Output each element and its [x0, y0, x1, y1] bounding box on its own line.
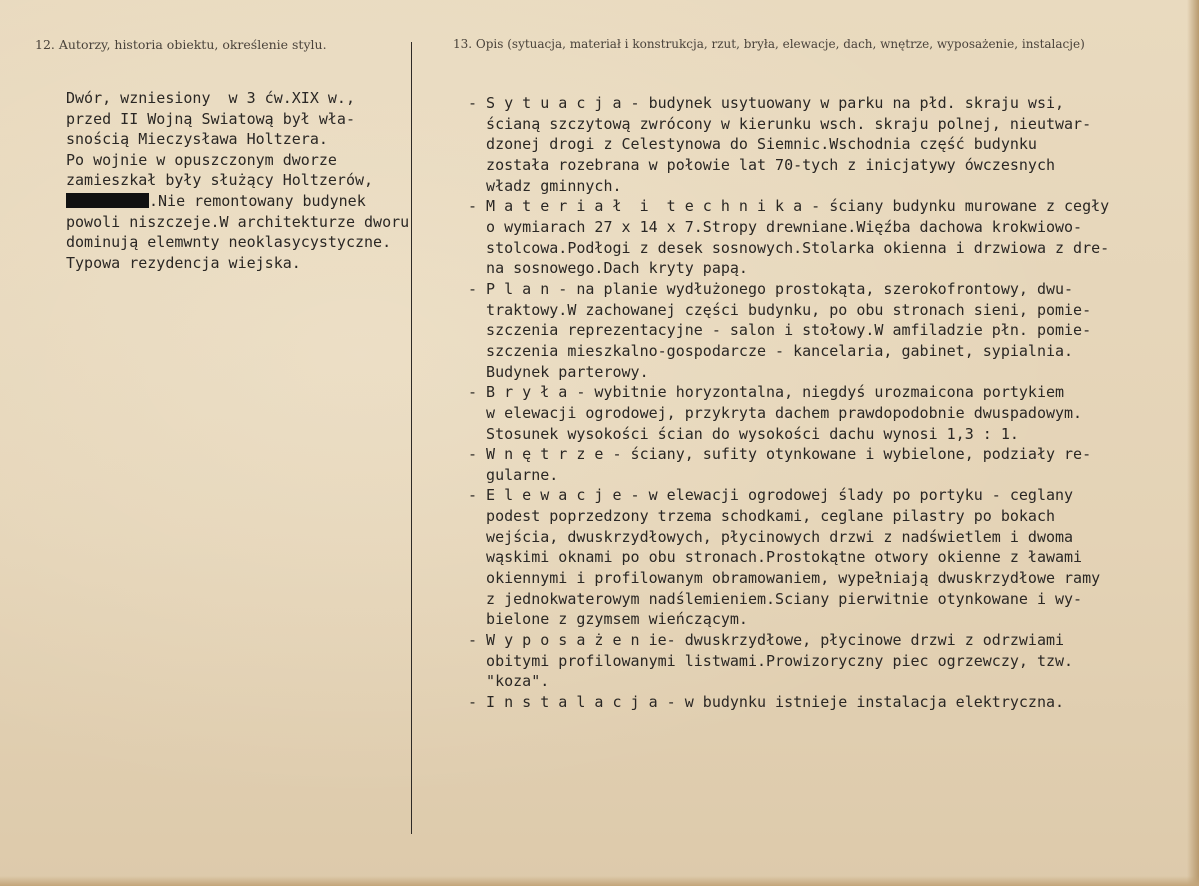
text-line: została rozebrana w połowie lat 70-tych z inicjatywy ówczesnych	[468, 155, 1055, 174]
history-text	[66, 88, 409, 273]
text-line: z jednokwaterowym nadślemieniem.Sciany pierwitnie otynkowane i wy-	[468, 589, 1083, 608]
text-line: wąskimi oknami po obu stronach.Prostokątne otwory okienne z ławami	[468, 548, 1083, 567]
text-line: Typowa rezydencja wiejska.	[66, 253, 301, 272]
text-line: - W y p o s a ż e n ie- dwuskrzydłowe, płycinowe drzwi z odrzwiami	[468, 631, 1065, 650]
text-line: szczenia mieszkalno-gospodarcze - kancelaria, gabinet, sypialnia.	[468, 341, 1074, 360]
text-line: przed II Wojną Swiatową był wła-	[66, 109, 355, 128]
text-line: Po wojnie w opuszczonym dworze	[66, 150, 337, 169]
text-line: obitymi profilowanymi listwami.Prowizoryczny piec ogrzewczy, tzw.	[468, 651, 1074, 670]
text-line	[66, 191, 409, 212]
text-line: Stosunek wysokości ścian do wysokości dachu wynosi 1,3 : 1.	[468, 424, 1019, 443]
text-line: traktowy.W zachowanej części budynku, po obu stronach sieni, pomie-	[468, 300, 1092, 319]
text-line: bielone z gzymsem wieńczącym.	[468, 610, 748, 629]
text-line: gularne.	[468, 465, 559, 484]
text-line: dzonej drogi z Celestynowa do Siemnic.Wschodnia część budynku	[468, 135, 1037, 154]
text-line: Dwór, wzniesiony w 3 ćw.XIX w.,	[66, 89, 355, 107]
text-line: snością Mieczysława Holtzera.	[66, 130, 328, 149]
text-line: wejścia, dwuskrzydłowych, płycinowych drzwi z nadświetlem i dwoma	[468, 527, 1074, 546]
text-line: szczenia reprezentacyjne - salon i stołowy.W amfiladzie płn. pomie-	[468, 321, 1092, 340]
text-line: okiennymi i profilowanym obramowaniem, wypełniają dwuskrzydłowe ramy	[468, 569, 1101, 588]
column-divider	[411, 42, 412, 834]
text-line: stolcowa.Podłogi z desek sosnowych.Stolarka okienna i drzwiowa z dre-	[468, 238, 1110, 257]
text-line: podest poprzedzony trzema schodkami, ceglane pilastry po bokach	[468, 507, 1055, 526]
text-line: - W n ę t r z e - ściany, sufity otynkowane i wybielone, podziały re-	[468, 445, 1092, 464]
redaction-bar	[66, 193, 149, 208]
section-12-header: 12. Autorzy, historia obiektu, określenie stylu.	[35, 37, 327, 52]
text-line: władz gminnych.	[468, 176, 622, 195]
text-line: w elewacji ogrodowej, przykryta dachem prawdopodobnie dwuspadowym.	[468, 403, 1083, 422]
description-text	[468, 93, 1109, 713]
text-line: "koza".	[468, 672, 550, 691]
text-line: - B r y ł a - wybitnie horyzontalna, niegdyś urozmaicona portykiem	[468, 383, 1065, 402]
text-line: zamieszkał były służący Holtzerów,	[66, 171, 374, 190]
text-line: ścianą szczytową zwrócony w kierunku wsch. skraju polnej, nieutwar-	[468, 114, 1092, 133]
text-line: - P l a n - na planie wydłużonego prostokąta, szerokofrontowy, dwu-	[468, 279, 1074, 298]
text-line: na sosnowego.Dach kryty papą.	[468, 259, 748, 278]
text-line: dominują elemwnty neoklasycystyczne.	[66, 233, 392, 252]
text-line: - E l e w a c j e - w elewacji ogrodowej ślady po portyku - ceglany	[468, 486, 1074, 505]
text-line: powoli niszczeje.W architekturze dworu	[66, 212, 410, 231]
text-line: Budynek parterowy.	[468, 362, 649, 381]
redacted-line-text: .Nie remontowany budynek	[149, 191, 366, 210]
text-line: - S y t u a c j a - budynek usytuowany w parku na płd. skraju wsi,	[468, 94, 1065, 112]
text-line: - I n s t a l a c j a - w budynku istnieje instalacja elektryczna.	[468, 693, 1065, 712]
text-line: o wymiarach 27 x 14 x 7.Stropy drewniane.Więźba dachowa krokwiowo-	[468, 217, 1083, 236]
text-line: - M a t e r i a ł i t e c h n i k a - ściany budynku murowane z cegły	[468, 197, 1110, 216]
paper-edge-bottom	[0, 876, 1199, 886]
paper-edge-right	[1187, 0, 1199, 886]
section-13-header: 13. Opis (sytuacja, materiał i konstrukcja, rzut, bryła, elewacje, dach, wnętrze, wyposażenie, instalacje)	[453, 37, 1085, 51]
